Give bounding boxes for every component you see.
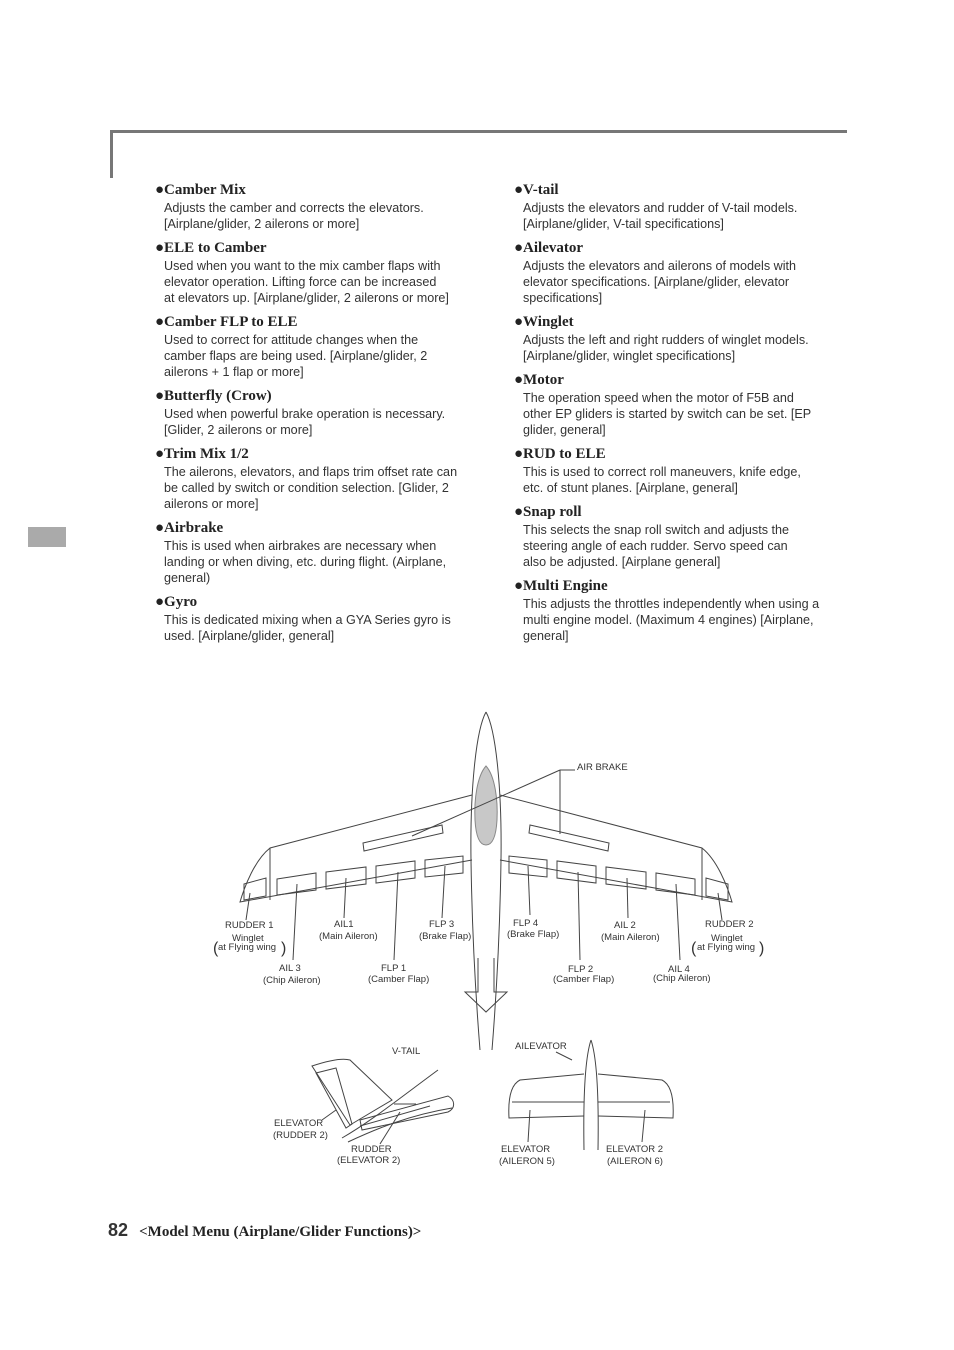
- svg-text:(: (: [691, 940, 697, 957]
- fuselage: [471, 712, 501, 1050]
- feature-title: ●Ailevator: [514, 240, 584, 256]
- description-line: This is dedicated mixing when a GYA Series gyro is: [164, 613, 451, 627]
- description-line: multi engine model. (Maximum 4 engines) [Airplane,: [523, 613, 814, 627]
- label-ail1-sub: (Main Aileron): [319, 931, 378, 942]
- ailevator-left-stab: [509, 1074, 584, 1118]
- label-flp3-sub: (Brake Flap): [419, 931, 472, 942]
- feature-title: ●RUD to ELE: [514, 446, 606, 462]
- label-flp3: FLP 3: [429, 919, 455, 930]
- label-elevator-r2-sub: (RUDDER 2): [273, 1130, 328, 1141]
- label-ail1: AIL1: [334, 919, 354, 930]
- label-rudder-e2: RUDDER: [351, 1144, 392, 1155]
- description-line: Adjusts the elevators and ailerons of models with: [523, 259, 797, 273]
- description-line: This is used when airbrakes are necessary when: [164, 539, 437, 553]
- label-ail4: AIL 4: [668, 964, 690, 975]
- label-elevator-a5: ELEVATOR: [501, 1144, 551, 1155]
- label-ail2: AIL 2: [614, 920, 636, 931]
- label-rudder1: RUDDER 1: [225, 920, 274, 931]
- feature-title: ●Camber FLP to ELE: [155, 314, 298, 330]
- feature-title: ●Airbrake: [155, 520, 224, 536]
- description-line: This adjusts the throttles independently when using a: [523, 597, 820, 611]
- svg-text:): ): [281, 940, 287, 957]
- description-line: Used to correct for attitude changes when the: [164, 333, 419, 347]
- label-elevator-r2: ELEVATOR: [274, 1118, 324, 1129]
- description-line: ailerons or more]: [164, 497, 259, 511]
- feature-title: ●Butterfly (Crow): [155, 388, 272, 404]
- description-line: Adjusts the left and right rudders of winglet models.: [523, 333, 809, 347]
- description-line: other EP gliders is started by switch can be set. [EP: [523, 407, 812, 421]
- description-line: general]: [523, 629, 569, 643]
- description-line: ailerons + 1 flap or more]: [164, 365, 304, 379]
- page-footer: [108, 1220, 421, 1241]
- description-line: [Airplane/glider, 2 ailerons or more]: [164, 217, 360, 231]
- feature-title: ●Winglet: [514, 314, 574, 330]
- description-line: general): [164, 571, 211, 585]
- label-ail2-sub: (Main Aileron): [601, 932, 660, 943]
- label-rudder2-sub1: Winglet: [711, 933, 743, 944]
- description-line: The operation speed when the motor of F5B and: [523, 391, 794, 405]
- vtail-fuselage: [342, 1070, 452, 1142]
- description-line: Adjusts the elevators and rudder of V-tail models.: [523, 201, 798, 215]
- feature-title: ●Gyro: [155, 594, 198, 610]
- label-flp1: FLP 1: [381, 963, 407, 974]
- label-ail4-sub: (Chip Aileron): [653, 973, 711, 984]
- label-flp2: FLP 2: [568, 964, 594, 975]
- label-elevator-a5-sub: (AILERON 5): [499, 1156, 555, 1167]
- label-rudder2-sub2: at Flying wing: [697, 942, 756, 953]
- label-flp2-sub: (Camber Flap): [553, 974, 615, 985]
- feature-title: ●Snap roll: [514, 504, 582, 520]
- description-line: elevator operation. Lifting force can be increased: [164, 275, 437, 289]
- label-flp1-sub: (Camber Flap): [368, 974, 430, 985]
- svg-text:(: (: [213, 940, 219, 957]
- svg-text:): ): [759, 940, 765, 957]
- label-elevator2-a6-sub: (AILERON 6): [607, 1156, 663, 1167]
- description-line: Used when you want to the mix camber flaps with: [164, 259, 441, 273]
- ailevator-fuselage: [584, 1040, 598, 1150]
- description-line: specifications]: [523, 291, 603, 305]
- description-line: Adjusts the camber and corrects the elevators.: [164, 201, 424, 215]
- description-line: [Airplane/glider, winglet specifications]: [523, 349, 736, 363]
- description-line: steering angle of each rudder. Servo speed can: [523, 539, 788, 553]
- description-line: be called by switch or condition selection. [Glider, 2: [164, 481, 449, 495]
- description-line: This selects the snap roll switch and adjusts the: [523, 523, 789, 537]
- label-flp4: FLP 4: [513, 918, 539, 929]
- label-rudder-e2-sub: (ELEVATOR 2): [337, 1155, 401, 1166]
- feature-title: ●V-tail: [514, 182, 559, 198]
- feature-title: ●Multi Engine: [514, 578, 608, 594]
- description-line: Used when powerful brake operation is necessary.: [164, 407, 446, 421]
- description-line: [Airplane/glider, V-tail specifications]: [523, 217, 724, 231]
- description-line: also be adjusted. [Airplane general]: [523, 555, 721, 569]
- description-line: used. [Airplane/glider, general]: [164, 629, 335, 643]
- description-line: camber flaps are being used. [Airplane/glider, 2: [164, 349, 428, 363]
- vtail-left-fin: [312, 1059, 392, 1125]
- arrow-down-icon: [465, 958, 507, 1012]
- description-line: at elevators up. [Airplane/glider, 2 ailerons or more]: [164, 291, 449, 305]
- page-number: 82: [108, 1220, 129, 1240]
- ailevator-right-stab: [598, 1074, 673, 1118]
- label-rudder1-sub2: at Flying wing: [218, 942, 277, 953]
- canopy: [475, 766, 497, 845]
- label-vtail: V-TAIL: [392, 1046, 421, 1057]
- label-flp4-sub: (Brake Flap): [507, 929, 560, 940]
- label-ail3-sub: (Chip Aileron): [263, 975, 321, 986]
- feature-title: ●Camber Mix: [155, 182, 246, 198]
- label-elevator2-a6: ELEVATOR 2: [606, 1144, 664, 1155]
- feature-title: ●ELE to Camber: [155, 240, 267, 256]
- label-air-brake: AIR BRAKE: [577, 762, 628, 773]
- feature-title: ●Motor: [514, 372, 564, 388]
- description-line: elevator specifications. [Airplane/glider, elevator: [523, 275, 790, 289]
- right-wing: [500, 795, 732, 902]
- left-wing: [240, 795, 472, 902]
- description-line: landing or when diving, etc. during flight. (Airplane,: [164, 555, 447, 569]
- label-rudder2: RUDDER 2: [705, 919, 754, 930]
- description-line: This is used to correct roll maneuvers, knife edge,: [523, 465, 801, 479]
- footer-title: <Model Menu (Airplane/Glider Functions)>: [139, 1224, 422, 1240]
- feature-title: ●Trim Mix 1/2: [155, 446, 249, 462]
- description-line: etc. of stunt planes. [Airplane, general]: [523, 481, 738, 495]
- label-ailevator: AILEVATOR: [515, 1041, 567, 1052]
- label-rudder1-sub1: Winglet: [232, 933, 264, 944]
- description-line: glider, general]: [523, 423, 606, 437]
- description-line: [Glider, 2 ailerons or more]: [164, 423, 313, 437]
- description-line: The ailerons, elevators, and flaps trim offset rate can: [164, 465, 458, 479]
- label-ail3: AIL 3: [279, 963, 301, 974]
